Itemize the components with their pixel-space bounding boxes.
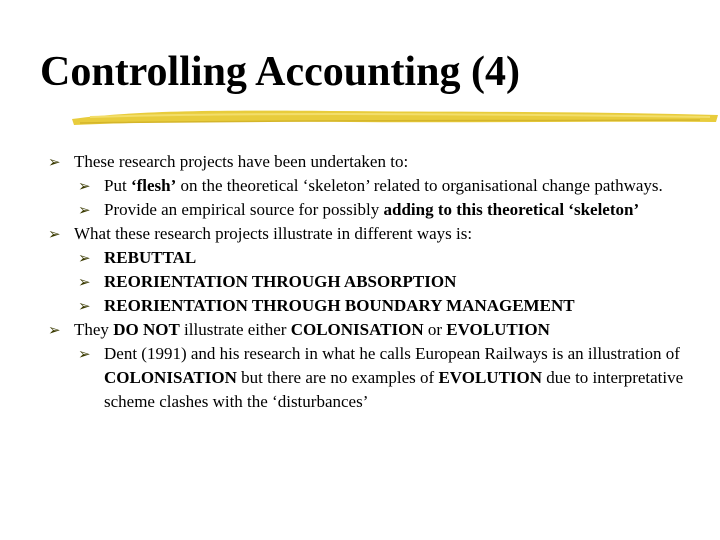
bullet-text: but there are no examples of: [236, 368, 439, 387]
arrow-bullet-icon: ➢: [78, 297, 91, 315]
bullet-item: [78, 270, 708, 294]
arrow-bullet-icon: ➢: [78, 345, 91, 363]
arrow-bullet-icon: ➢: [78, 273, 91, 291]
arrow-bullet-icon: ➢: [48, 321, 61, 339]
bullet-item: [78, 246, 708, 270]
bullet-list: [48, 150, 708, 414]
bullet-text: These research projects have been undertaken to:: [74, 152, 409, 171]
bullet-item: [48, 222, 708, 246]
arrow-bullet-icon: ➢: [78, 201, 91, 219]
bullet-item: [78, 342, 708, 414]
bullet-text: They: [74, 320, 114, 339]
bullet-item: [48, 150, 708, 174]
bullet-text: What these research projects illustrate in different ways is:: [74, 224, 473, 243]
arrow-bullet-icon: ➢: [78, 249, 91, 267]
bullet-item: [78, 198, 708, 222]
bullet-text: Put: [104, 176, 131, 195]
bullet-text: Provide an empirical source for possibly: [104, 200, 384, 219]
bullet-text: ‘flesh’: [130, 176, 177, 195]
bullet-text: COLONISATION: [290, 320, 424, 339]
bullet-text: or: [423, 320, 447, 339]
bullet-text: REORIENTATION THROUGH ABSORPTION: [104, 272, 457, 291]
arrow-bullet-icon: ➢: [78, 177, 91, 195]
arrow-bullet-icon: ➢: [48, 153, 61, 171]
bullet-text: adding to this theoretical ‘skeleton’: [383, 200, 640, 219]
title-underline-brushstroke: [70, 105, 720, 131]
bullet-item: [78, 294, 708, 318]
arrow-bullet-icon: ➢: [48, 225, 61, 243]
bullet-text: illustrate either: [179, 320, 291, 339]
bullet-text: EVOLUTION: [446, 320, 550, 339]
bullet-text: REORIENTATION THROUGH BOUNDARY MANAGEMENT: [104, 296, 575, 315]
bullet-text: EVOLUTION: [438, 368, 543, 387]
bullet-text: REBUTTAL: [104, 248, 197, 267]
bullet-text: COLONISATION: [104, 368, 237, 387]
bullet-text: Dent (1991) and his research in what he calls European Railways is an illustration of: [104, 344, 680, 363]
bullet-item: [48, 318, 708, 342]
bullet-text: due to interpretative scheme clashes with the ‘disturbances’: [104, 368, 684, 411]
bullet-text: on the theoretical ‘skeleton’ related to organisational change pathways.: [176, 176, 663, 195]
bullet-item: [78, 174, 708, 198]
slide-title: Controlling Accounting (4): [40, 49, 520, 95]
bullet-text: DO NOT: [113, 320, 180, 339]
